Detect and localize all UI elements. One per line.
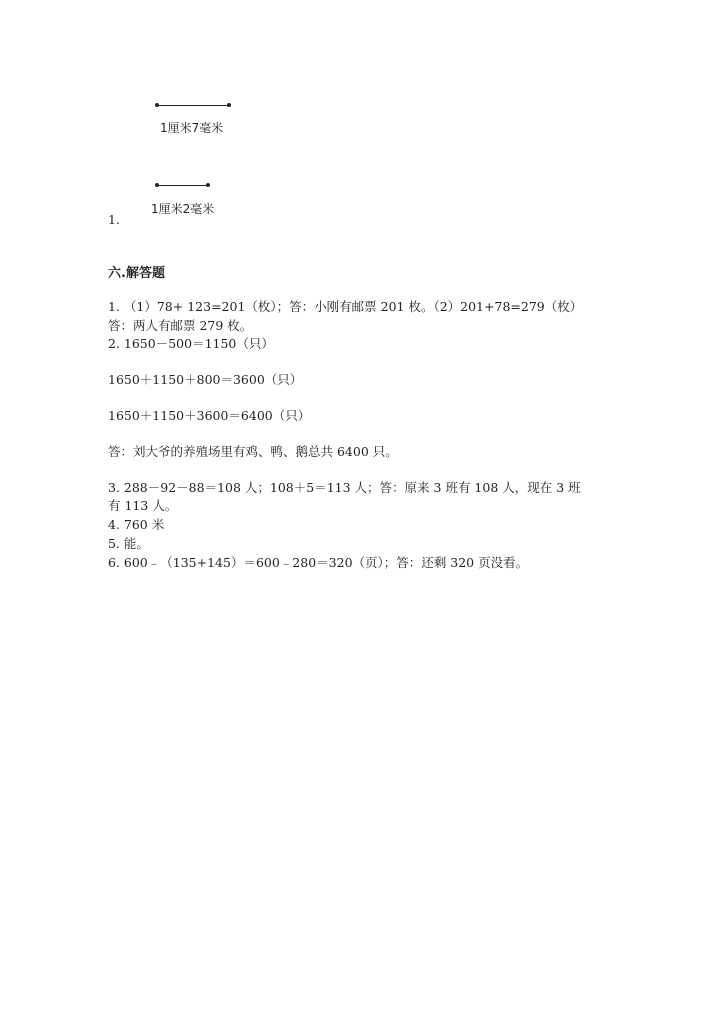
answer-line: 答：刘大爷的养殖场里有鸡、鸭、鹅总共 6400 只。 [108, 444, 398, 459]
answer-line: 有 113 人。 [108, 498, 178, 513]
segment-endpoint [206, 183, 210, 187]
answer-line: 5. 能。 [108, 536, 149, 551]
answer-line: 答：两人有邮票 279 枚。 [108, 318, 253, 333]
answer-line: 1. （1）78+ 123=201（枚）；答：小刚有邮票 201 枚。（2）201+78=279（枚） [108, 299, 583, 314]
line-segment-2 [157, 185, 208, 186]
segment-endpoint [155, 183, 159, 187]
segment-label-2: 1厘米2毫米 [151, 202, 215, 216]
answer-line: 1650＋1150＋3600＝6400（只） [108, 408, 311, 423]
item-number: 1. [108, 212, 120, 227]
answer-line: 3. 288－92－88＝108 人；108＋5＝113 人；答：原来 3 班有 108 人，现在 3 班 [108, 480, 581, 495]
segment-endpoint [155, 103, 159, 107]
answer-line: 4. 760 米 [108, 517, 165, 532]
section-title: 六.解答题 [108, 266, 165, 281]
segment-endpoint [227, 103, 231, 107]
answer-line: 6. 600﹣（135+145）＝600﹣280＝320（页）；答：还剩 320 页没看。 [108, 555, 529, 570]
segment-label-1: 1厘米7毫米 [160, 121, 224, 135]
answer-line: 2. 1650－500＝1150（只） [108, 336, 274, 351]
line-segment-1 [157, 105, 229, 106]
answer-line: 1650＋1150＋800＝3600（只） [108, 372, 303, 387]
